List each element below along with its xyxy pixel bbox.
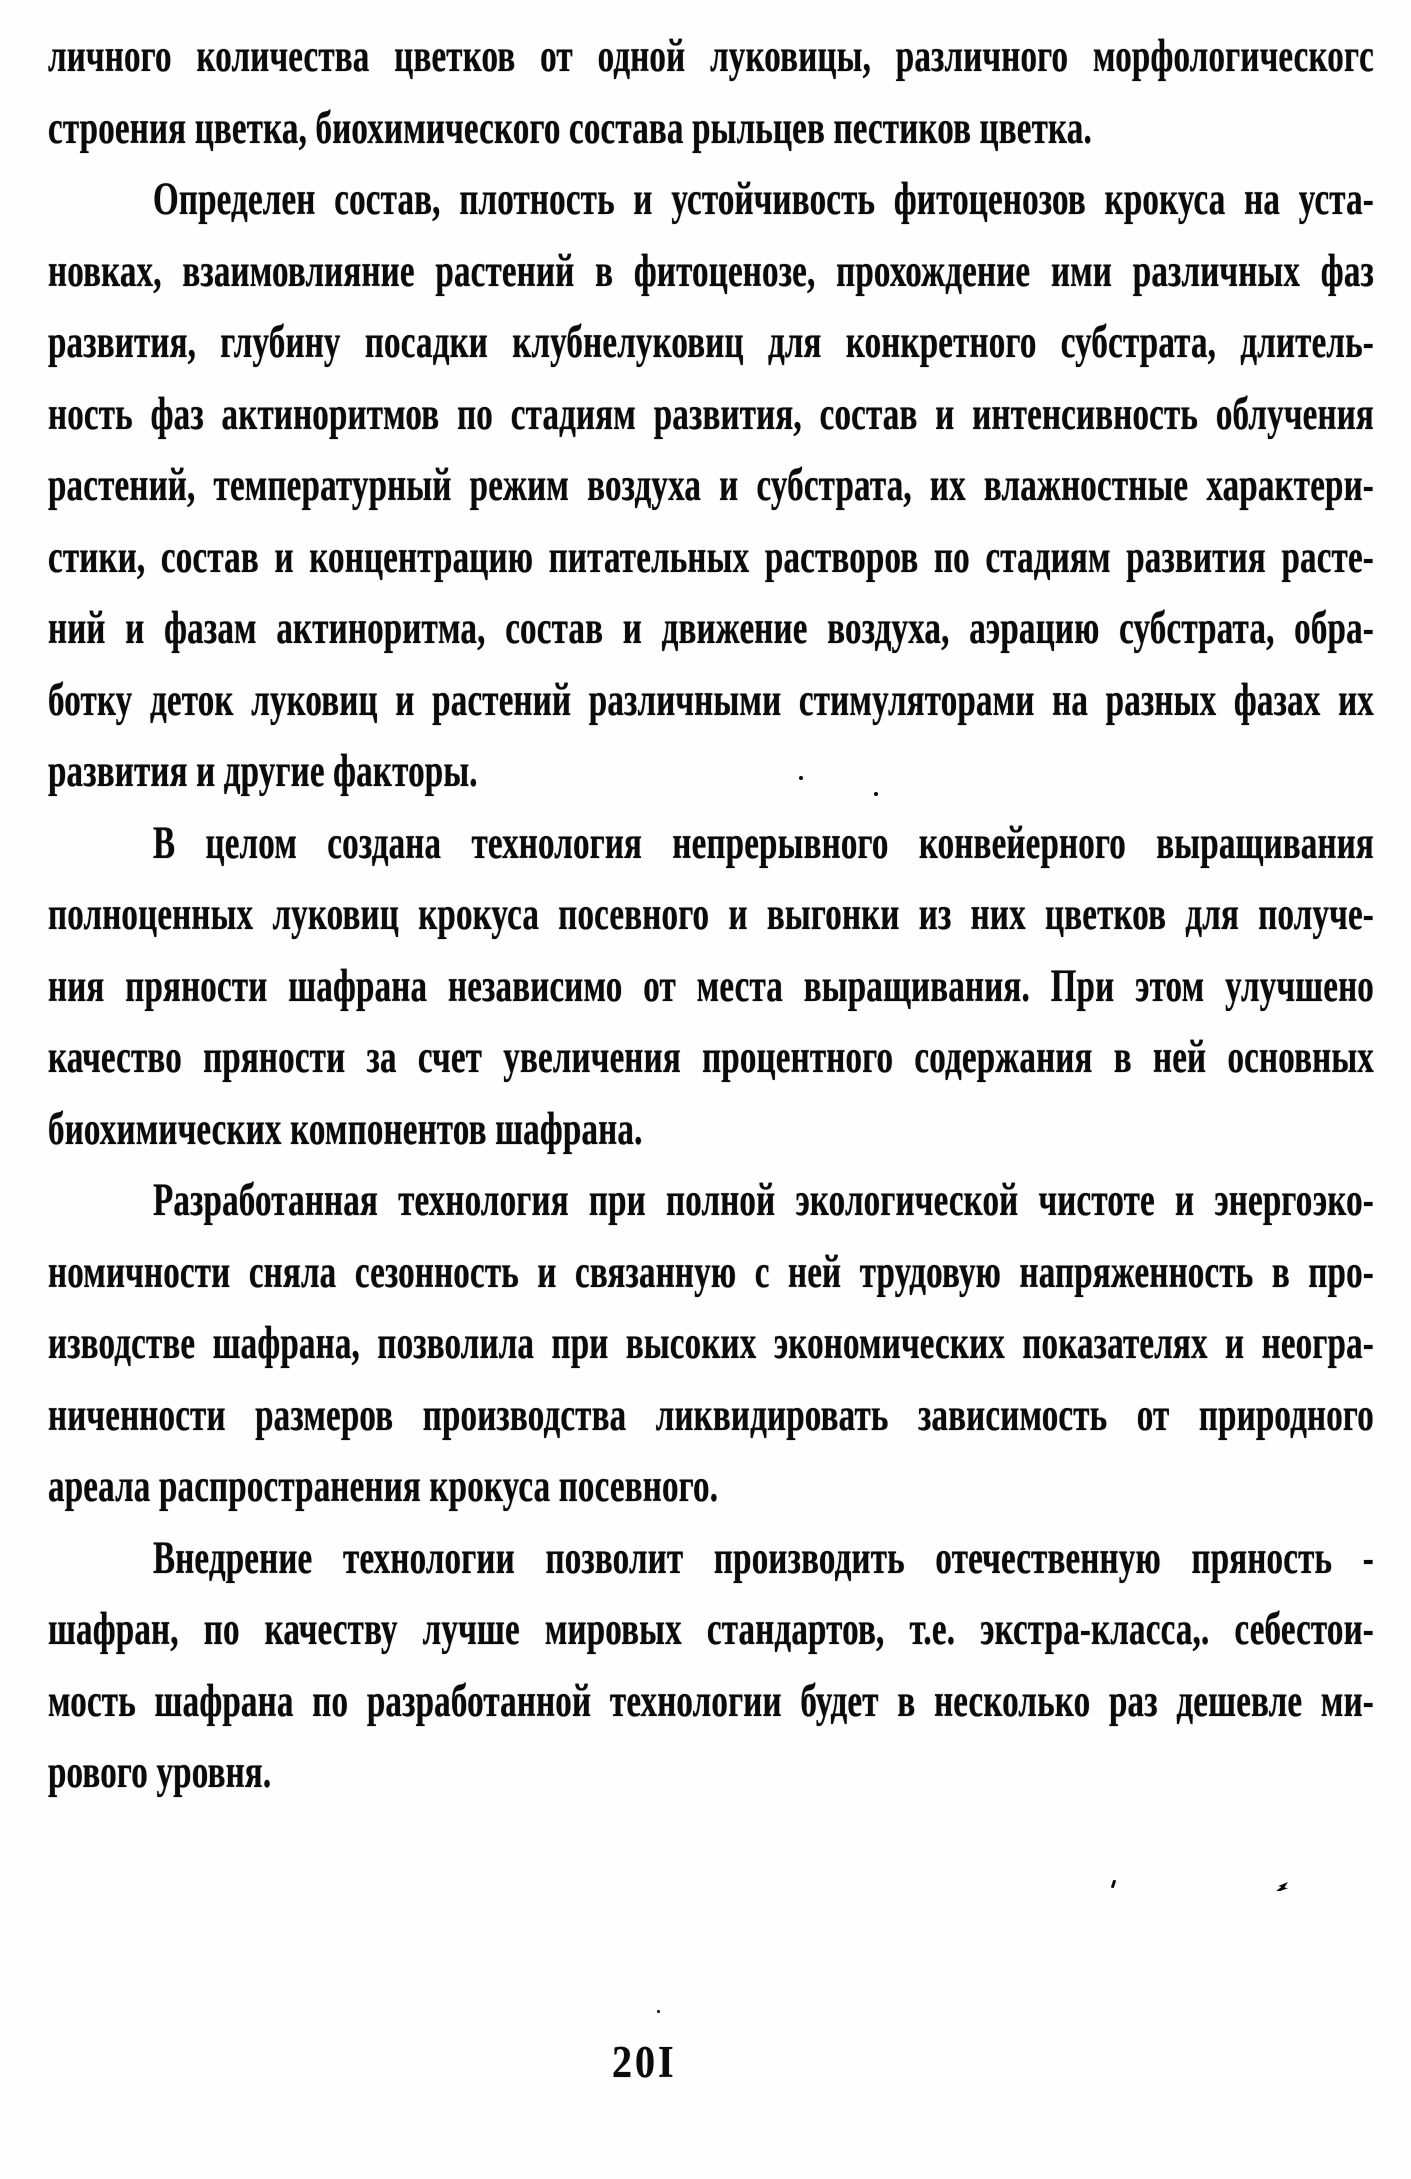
text-line: мость шафрана по разработанной технологии будет в несколько раз дешевле ми- — [48, 1675, 1374, 1727]
text-line: качество пряности за счет увеличения процентного содержания в ней основных — [48, 1032, 1374, 1084]
text-line: Разработанная технология при полной экологической чистоте и энергоэко- — [153, 1175, 1374, 1227]
text-line: номичности сняла сезонность и связанную с ней трудовую напряженность в про- — [48, 1246, 1374, 1298]
text-line: ний и фазам актиноритма, состав и движение воздуха, аэрацию субстрата, обра- — [48, 603, 1374, 655]
text-line: Внедрение технологии позволит производить отечественную пряность - — [153, 1532, 1374, 1584]
text-line: биохимических компонентов шафрана. — [48, 1103, 643, 1155]
text-line: личного количества цветков от одной луковицы, различного морфологическогс — [48, 31, 1374, 83]
text-line: ботку деток луковиц и растений различными стимуляторами на разных фазах их — [48, 674, 1374, 726]
scan-artifact-dot — [799, 776, 803, 780]
text-line: полноценных луковиц крокуса посевного и выгонки из них цветков для получе- — [48, 889, 1374, 941]
scan-artifact-mark — [1276, 1882, 1288, 1891]
text-line: В целом создана технология непрерывного конвейерного выращивания — [153, 817, 1374, 869]
scan-artifact-dot — [657, 2010, 660, 2013]
text-line: Определен состав, плотность и устойчивость фитоценозов крокуса на уста- — [153, 174, 1374, 226]
scan-artifact-mark — [1111, 1880, 1116, 1889]
body-text — [48, 22, 1374, 1810]
text-line: развития, глубину посадки клубнелуковиц для конкретного субстрата, длитель- — [48, 317, 1374, 369]
text-line: рового уровня. — [48, 1747, 272, 1799]
text-line: ареала распространения крокуса посевного. — [48, 1461, 719, 1513]
page-number: 20I — [612, 2035, 677, 2088]
text-line: строения цветка, биохимического состава рыльцев пестиков цветка. — [48, 102, 1092, 154]
text-line: стики, состав и концентрацию питательных растворов по стадиям развития расте- — [48, 531, 1374, 583]
text-line: растений, температурный режим воздуха и субстрата, их влажностные характери- — [48, 460, 1374, 512]
text-line: шафран, по качеству лучше мировых стандартов, т.е. экстра-класса,. себестои- — [48, 1604, 1374, 1656]
text-line: ниченности размеров производства ликвидировать зависимость от природного — [48, 1389, 1374, 1441]
text-line: развития и другие факторы. — [48, 746, 478, 798]
text-line: ность фаз актиноритмов по стадиям развития, состав и интенсивность облучения — [48, 388, 1374, 440]
text-line: новках, взаимовлияние растений в фитоценозе, прохождение ими различных фаз — [48, 245, 1374, 297]
text-line: ния пряности шафрана независимо от места выращивания. При этом улучшено — [48, 960, 1374, 1012]
text-line: изводстве шафрана, позволила при высоких экономических показателях и неогра- — [48, 1318, 1374, 1370]
scan-artifact-dot — [874, 792, 878, 796]
